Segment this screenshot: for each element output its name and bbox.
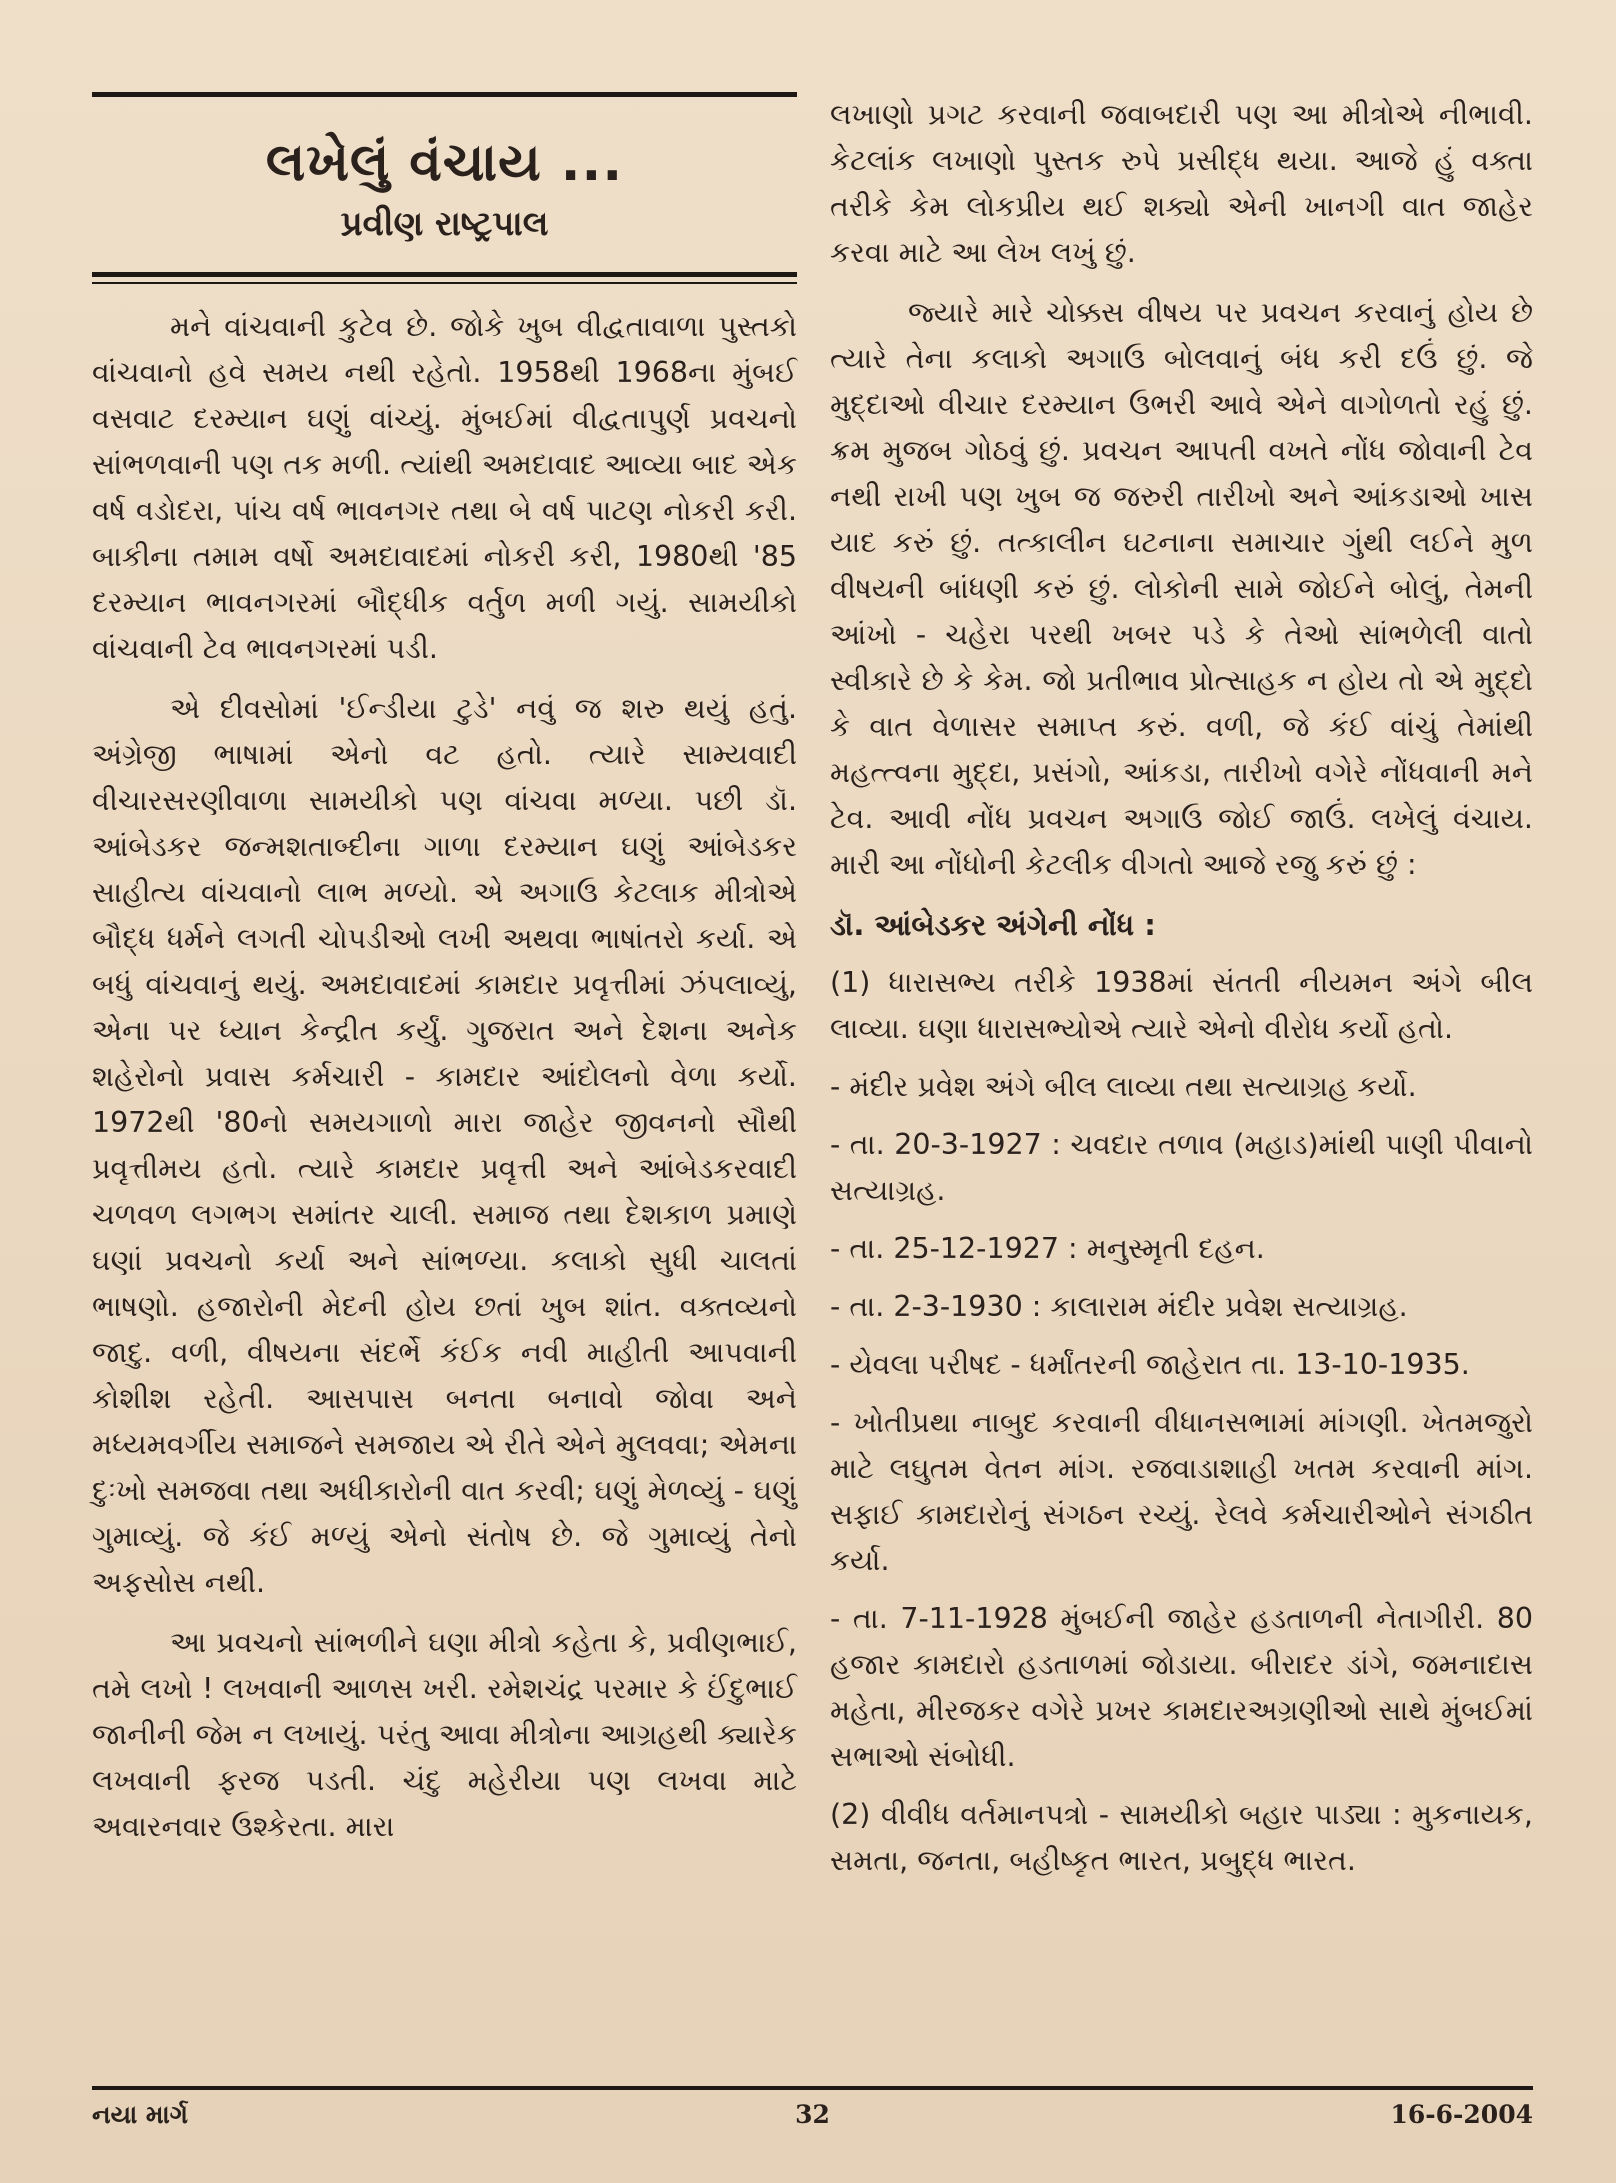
body-paragraph: મને વાંચવાની કુટેવ છે. જોકે ખુબ વીદ્વતાવાળા પુસ્તકો વાંચવાનો હવે સમય નથી રહેતો. 1958થી 1968ના મુંબઈ વસવાટ દરમ્યાન ઘણું વાંચ્યું. મુંબઈમાં વીદ્વતાપુર્ણ પ્રવચનો સાંભળવાની પણ તક મળી. ત્યાંથી અમદાવાદ આવ્યા બાદ એક વર્ષ વડોદરા, પાંચ વર્ષ ભાવનગર તથા બે વર્ષ પાટણ નોકરી કરી. બાકીના તમામ વર્ષો અમદાવાદમાં નોકરી કરી, 1980થી '85 દરમ્યાન ભાવનગરમાં બૌદ્ધીક વર્તુળ મળી ગયું. સામયીકો વાંચવાની ટેવ ભાવનગરમાં પડી. xyxy=(92,310,797,665)
page-footer xyxy=(92,2100,1533,2140)
note-item: - તા. 2-3-1930 : કાલારામ મંદીર પ્રવેશ સત્યાગ્રહ. xyxy=(830,1290,1408,1323)
note-item: - તા. 20-3-1927 : ચવદાર તળાવ (મહાડ)માંથી પાણી પીવાનો સત્યાગ્રહ. xyxy=(830,1128,1533,1207)
publication-name: નયા માર્ગ xyxy=(92,2100,188,2129)
note-item: - તા. 7-11-1928 મુંબઈની જાહેર હડતાળની નેતાગીરી. 80 હજાર કામદારો હડતાળમાં જોડાયા. બીરાદર ડાંગે, જમનાદાસ મહેતા, મીરજકર વગેરે પ્રખર કામદારઅગ્રણીઓ સાથે મુંબઈમાં સભાઓ સંબોધી. xyxy=(830,1602,1533,1773)
divider-thin-rule xyxy=(92,282,797,284)
divider-thick-rule xyxy=(92,272,797,277)
section-heading: ડૉ. આંબેડકર અંગેની નોંધ : xyxy=(830,908,1156,942)
article-title: લખેલું વંચાય ... xyxy=(265,133,624,193)
body-paragraph: આ પ્રવચનો સાંભળીને ઘણા મીત્રો કહેતા કે, પ્રવીણભાઈ, તમે લખો ! લખવાની આળસ ખરી. રમેશચંદ્ર પરમાર કે ઈંદુભાઈ જાનીની જેમ ન લખાયું. પરંતુ આવા મીત્રોના આગ્રહથી ક્યારેક લખવાની ફરજ પડતી. ચંદુ મહેરીયા પણ લખવા માટે અવારનવાર ઉશ્કેરતા. મારા xyxy=(92,1626,797,1843)
top-rule xyxy=(92,92,797,97)
article-author: પ્રવીણ રાષ્ટ્રપાલ xyxy=(340,204,549,244)
body-paragraph: એ દીવસોમાં 'ઈન્ડીયા ટુડે' નવું જ શરુ થયું હતું. અંગ્રેજી ભાષામાં એનો વટ હતો. ત્યારે સામ્યવાદી વીચારસરણીવાળા સામયીકો પણ વાંચવા મળ્યા. પછી ડૉ. આંબેડકર જન્મશતાબ્દીના ગાળા દરમ્યાન ઘણું આંબેડકર સાહીત્ય વાંચવાનો લાભ મળ્યો. એ અગાઉ કેટલાક મીત્રોએ બૌદ્ધ ધર્મને લગતી ચોપડીઓ લખી અથવા ભાષાંતરો કર્યા. એ બધું વાંચવાનું થયું. અમદાવાદમાં કામદાર પ્રવૃત્તીમાં ઝંપલાવ્યું, એના પર ધ્યાન કેન્દ્રીત કર્યું. ગુજરાત અને દેશના અનેક શહેરોનો પ્રવાસ કર્મચારી - કામદાર આંદોલનો વેળા કર્યો. 1972થી '80નો સમયગાળો મારા જાહેર જીવનનો સૌથી પ્રવૃત્તીમય હતો. ત્યારે કામદાર પ્રવૃત્તી અને આંબેડકરવાદી ચળવળ લગભગ સમાંતર ચાલી. સમાજ તથા દેશકાળ પ્રમાણે ઘણાં પ્રવચનો કર્યા અને સાંભળ્યા. કલાકો સુધી ચાલતાં ભાષણો. હજારોની મેદની હોય છતાં ખુબ શાંત. વક્તવ્યનો જાદુ. વળી, વીષયના સંદર્ભે કંઈક નવી માહીતી આપવાની કોશીશ રહેતી. આસપાસ બનતા બનાવો જોવા અને મધ્યમવર્ગીય સમાજને સમજાય એ રીતે એને મુલવવા; એમના દુઃખો સમજવા તથા અધીકારોની વાત કરવી; ઘણું મેળવ્યું - ઘણું ગુમાવ્યું. જે કંઈ મળ્યું એનો સંતોષ છે. જે ગુમાવ્યું તેનો અફસોસ નથી. xyxy=(92,692,797,1599)
body-paragraph: લખાણો પ્રગટ કરવાની જવાબદારી પણ આ મીત્રોએ નીભાવી. કેટલાંક લખાણો પુસ્તક રુપે પ્રસીદ્ધ થયા. આજે હું વક્તા તરીકે કેમ લોકપ્રીય થઈ શક્યો એની ખાનગી વાત જાહેર કરવા માટે આ લેખ લખું છું. xyxy=(830,98,1533,269)
footer-rule xyxy=(92,2086,1533,2090)
note-item: - મંદીર પ્રવેશ અંગે બીલ લાવ્યા તથા સત્યાગ્રહ કર્યો. xyxy=(830,1070,1417,1103)
note-item: (2) વીવીધ વર્તમાનપત્રો - સામયીકો બહાર પાડ્યા : મુકનાયક, સમતા, જનતા, બહીષ્કૃત ભારત, પ્રબુદ્ધ ભારત. xyxy=(830,1798,1533,1877)
page-number: 32 xyxy=(795,2100,830,2129)
note-item: - યેવલા પરીષદ - ધર્માંતરની જાહેરાત તા. 13-10-1935. xyxy=(830,1348,1470,1381)
body-paragraph: જ્યારે મારે ચોક્કસ વીષય પર પ્રવચન કરવાનું હોય છે ત્યારે તેના કલાકો અગાઉ બોલવાનું બંધ કરી દઉં છું. જે મુદ્દાઓ વીચાર દરમ્યાન ઉભરી આવે એને વાગોળતો રહું છું. ક્રમ મુજબ ગોઠવું છું. પ્રવચન આપતી વખતે નોંધ જોવાની ટેવ નથી રાખી પણ ખુબ જ જરુરી તારીખો અને આંકડાઓ ખાસ યાદ કરું છું. તત્કાલીન ઘટનાના સમાચાર ગુંથી લઈને મુળ વીષયની બાંધણી કરું છું. લોકોની સામે જોઈને બોલું, તેમની આંખો - ચહેરા પરથી ખબર પડે કે તેઓ સાંભળેલી વાતો સ્વીકારે છે કે કેમ. જો પ્રતીભાવ પ્રોત્સાહક ન હોય તો એ મુદ્દો કે વાત વેળાસર સમાપ્ત કરું. વળી, જે કંઈ વાંચું તેમાંથી મહત્ત્વના મુદ્દા, પ્રસંગો, આંકડા, તારીખો વગેરે નોંધવાની મને ટેવ. આવી નોંધ પ્રવચન અગાઉ જોઈ જાઉં. લખેલું વંચાય. મારી આ નોંધોની કેટલીક વીગતો આજે રજુ કરું છું : xyxy=(830,296,1533,881)
left-column xyxy=(92,92,797,1850)
issue-date: 16-6-2004 xyxy=(1390,2100,1533,2129)
right-column xyxy=(830,92,1533,1884)
note-item: (1) ધારાસભ્ય તરીકે 1938માં સંતતી નીયમન અંગે બીલ લાવ્યા. ઘણા ધારાસભ્યોએ ત્યારે એનો વીરોધ કર્યો હતો. xyxy=(830,966,1533,1045)
note-item: - ખોતીપ્રથા નાબુદ કરવાની વીધાનસભામાં માંગણી. ખેતમજુરો માટે લઘુતમ વેતન માંગ. રજવાડાશાહી ખતમ કરવાની માંગ. સફાઈ કામદારોનું સંગઠન રચ્યું. રેલવે કર્મચારીઓને સંગઠીત કર્યા. xyxy=(830,1406,1533,1577)
title-divider xyxy=(92,272,797,284)
note-item: - તા. 25-12-1927 : મનુસ્મૃતી દહન. xyxy=(830,1232,1265,1265)
